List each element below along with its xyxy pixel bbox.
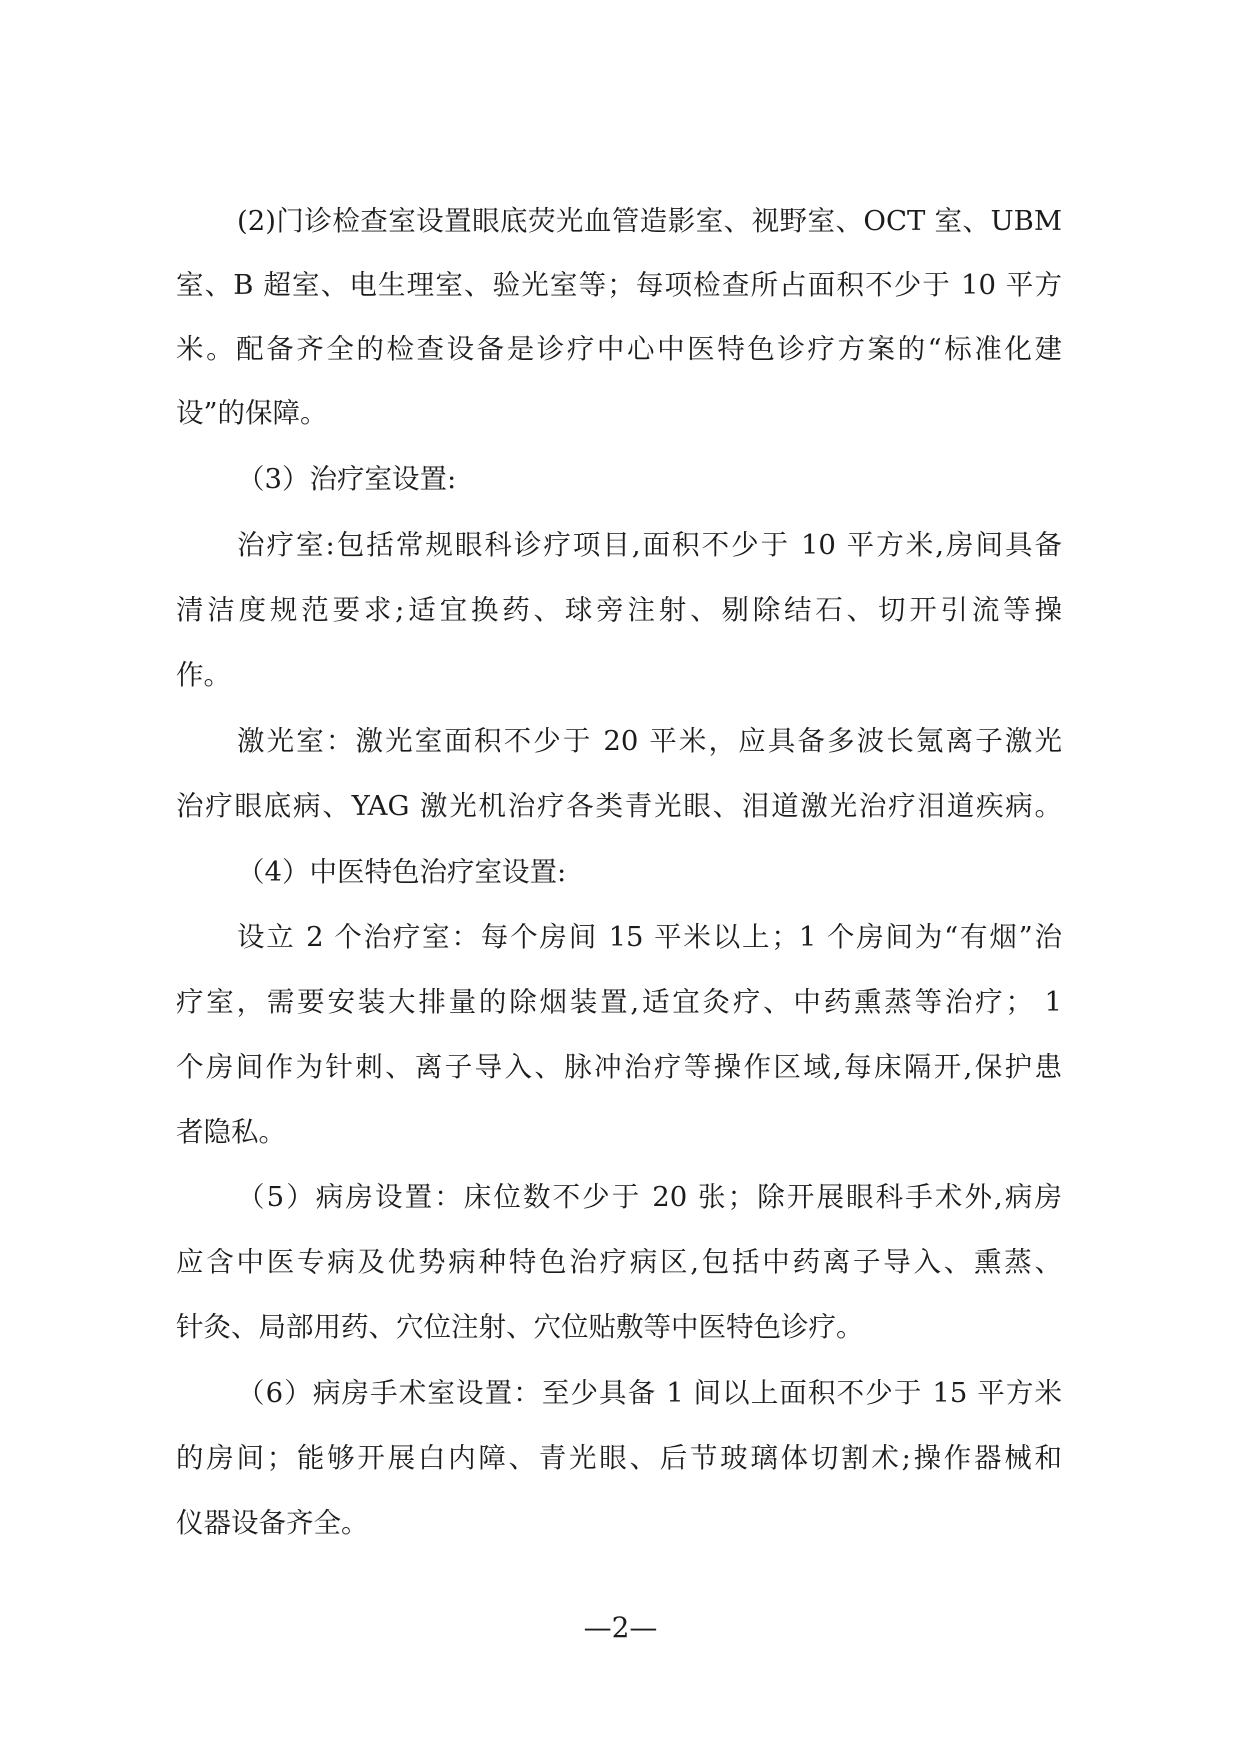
text-line: 应含中医专病及优势病种特色治疗病区,包括中药离子导入、熏蒸、: [176, 1246, 1062, 1278]
section-heading: （4）中医特色治疗室设置:: [237, 856, 567, 888]
text-line: 设”的保障。: [176, 397, 328, 429]
text-line: 激光室：激光室面积不少于 20 平米，应具备多波长氪离子激光: [237, 725, 1062, 757]
text-line: (2)门诊检查室设置眼底荧光血管造影室、视野室、OCT 室、UBM: [237, 205, 1062, 237]
text-line: 仪器设备齐全。: [176, 1507, 369, 1539]
text-line: 者隐私。: [176, 1116, 286, 1148]
text-line: 室、B 超室、电生理室、验光室等；每项检查所占面积不少于 10 平方: [176, 269, 1062, 301]
text-line: 清洁度规范要求;适宜换药、球旁注射、剔除结石、切开引流等操: [176, 594, 1062, 626]
text-line: 治疗室:包括常规眼科诊疗项目,面积不少于 10 平方米,房间具备: [237, 529, 1062, 561]
text-line: 个房间作为针刺、离子导入、脉冲治疗等操作区域,每床隔开,保护患: [176, 1051, 1062, 1083]
text-line: 的房间；能够开展白内障、青光眼、后节玻璃体切割术;操作器械和: [176, 1442, 1062, 1474]
text-line: （6）病房手术室设置：至少具备 1 间以上面积不少于 15 平方米: [237, 1377, 1062, 1409]
text-line: 治疗眼底病、YAG 激光机治疗各类青光眼、泪道激光治疗泪道疾病。: [176, 790, 1062, 822]
page-number: —2—: [583, 1611, 658, 1644]
text-line: 设立 2 个治疗室：每个房间 15 平米以上；1 个房间为“有烟”治: [237, 921, 1062, 953]
text-line: （5）病房设置：床位数不少于 20 张；除开展眼科手术外,病房: [237, 1181, 1062, 1213]
section-heading: （3）治疗室设置:: [237, 463, 457, 495]
text-line: 疗室，需要安装大排量的除烟装置,适宜灸疗、中药熏蒸等治疗； 1: [176, 986, 1062, 1018]
text-line: 作。: [176, 659, 231, 691]
text-line: 米。配备齐全的检查设备是诊疗中心中医特色诊疗方案的“标准化建: [176, 333, 1062, 365]
text-line: 针灸、局部用药、穴位注射、穴位贴敷等中医特色诊疗。: [176, 1311, 864, 1343]
